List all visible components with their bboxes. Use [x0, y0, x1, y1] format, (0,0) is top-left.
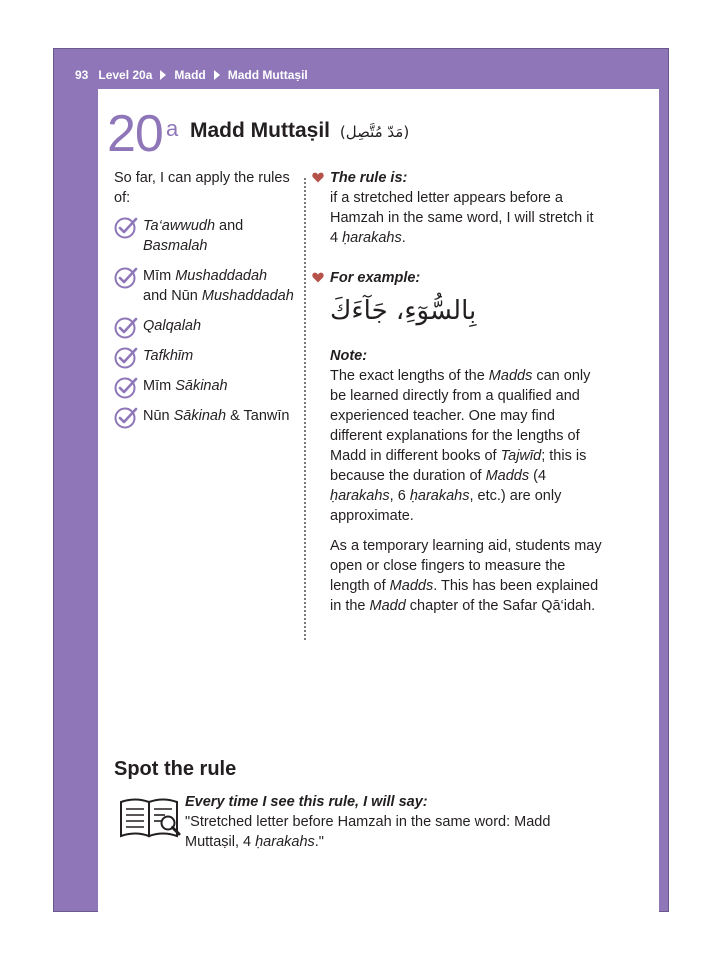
- rule-text: if a stretched letter appears before a Hamzah in the same word, I will stretch it 4 ḥarakahs.: [330, 190, 594, 246]
- lesson-letter: a: [166, 116, 179, 141]
- list-item-text: Qalqalah: [143, 318, 202, 334]
- note-text-segment: , 6: [389, 488, 410, 504]
- breadcrumb-topic: Madd Muttaṣil: [227, 68, 308, 82]
- check-circle-icon: [114, 316, 138, 340]
- spot-quote: "Stretched letter before Hamzah in the same word: Madd Muttaṣil, 4 ḥarakahs.": [185, 814, 551, 850]
- check-circle-icon: [114, 346, 138, 370]
- check-circle-icon: [114, 406, 138, 430]
- spot-heading: Every time I see this rule, I will say:: [185, 794, 428, 810]
- lesson-title: [190, 119, 409, 143]
- note-text-segment: Madds: [488, 368, 533, 384]
- list-item: [114, 216, 294, 256]
- example-section: [312, 268, 602, 332]
- list-item-text: Nūn Sākinah & Tanwīn: [143, 408, 290, 424]
- check-circle-icon: [114, 266, 138, 290]
- rule-column: [312, 168, 602, 616]
- triangle-right-icon: [160, 70, 166, 80]
- open-book-magnifier-icon: [118, 796, 182, 840]
- list-item: [114, 376, 294, 396]
- list-item-text: Tafkhīm: [143, 348, 194, 364]
- lesson-arabic-title: (مَدّ مُتَّصِل): [339, 123, 410, 141]
- heart-icon: [312, 272, 324, 284]
- check-circle-icon: [114, 216, 138, 240]
- note-text-segment: (4: [529, 468, 547, 484]
- note-paragraph-2: [330, 536, 602, 616]
- arabic-example-word-2: جَآءَكَ: [330, 296, 388, 326]
- note-section: [312, 346, 602, 616]
- note-text-segment: ḥarakahs: [409, 488, 470, 504]
- note-text-segment: ; this is because the duration of: [330, 448, 587, 484]
- column-divider: [304, 178, 306, 640]
- list-item: [114, 346, 294, 366]
- spot-the-rule-title: Spot the rule: [114, 758, 237, 780]
- rule-heading: The rule is:: [330, 170, 408, 186]
- spot-the-rule-text: [185, 792, 585, 852]
- breadcrumb-section: Madd: [174, 68, 206, 82]
- breadcrumb-level: Level 20a: [98, 68, 153, 82]
- arabic-example-word-1: بِالسُّوٓءِ: [404, 296, 477, 326]
- triangle-right-icon: [214, 70, 220, 80]
- note-text-segment: Madds: [485, 468, 530, 484]
- list-item-text: Mīm Mushaddadah and Nūn Mushaddadah: [143, 268, 294, 304]
- list-item-text: Mīm Sākinah: [143, 378, 228, 394]
- arabic-example-separator: ،: [395, 296, 405, 326]
- note-text-segment: ḥarakahs: [330, 488, 390, 504]
- lesson-title-text: Madd Muttaṣil: [190, 119, 330, 142]
- list-item: [114, 266, 294, 306]
- list-item: [114, 316, 294, 336]
- check-circle-icon: [114, 376, 138, 400]
- note-text-segment: Tajwīd: [500, 448, 542, 464]
- note-text-segment: Madds: [389, 578, 434, 594]
- rule-section: [312, 168, 602, 248]
- page-number: 93: [75, 68, 89, 82]
- breadcrumb: [75, 66, 308, 84]
- list-item: [114, 406, 294, 426]
- note-text-segment: Madd: [369, 598, 406, 614]
- heart-icon: [312, 172, 324, 184]
- arabic-example: [312, 290, 602, 332]
- list-item-text: Ta‘awwudh and Basmalah: [143, 218, 244, 254]
- note-text-segment: As a temporary learning aid, students may open or close fingers to measure the length of: [330, 538, 602, 594]
- note-text-segment: The exact lengths of the: [330, 368, 489, 384]
- lesson-number: 20: [107, 105, 163, 163]
- note-text-segment: chapter of the Safar Qā‘idah.: [405, 598, 596, 614]
- note-text-segment: . This has been explained in the: [330, 578, 599, 614]
- note-paragraph-1: [330, 366, 602, 526]
- prior-rules-intro: So far, I can apply the rules of:: [114, 170, 290, 206]
- note-heading: Note:: [330, 348, 368, 364]
- note-text-segment: , etc.) are only approximate.: [330, 488, 562, 524]
- prior-rules-column: [114, 168, 294, 436]
- example-heading: For example:: [330, 270, 421, 286]
- note-text-segment: can only be learned directly from a qualified and experienced teacher. One may find different explanations for the lengths of Madd in different books of: [330, 368, 591, 464]
